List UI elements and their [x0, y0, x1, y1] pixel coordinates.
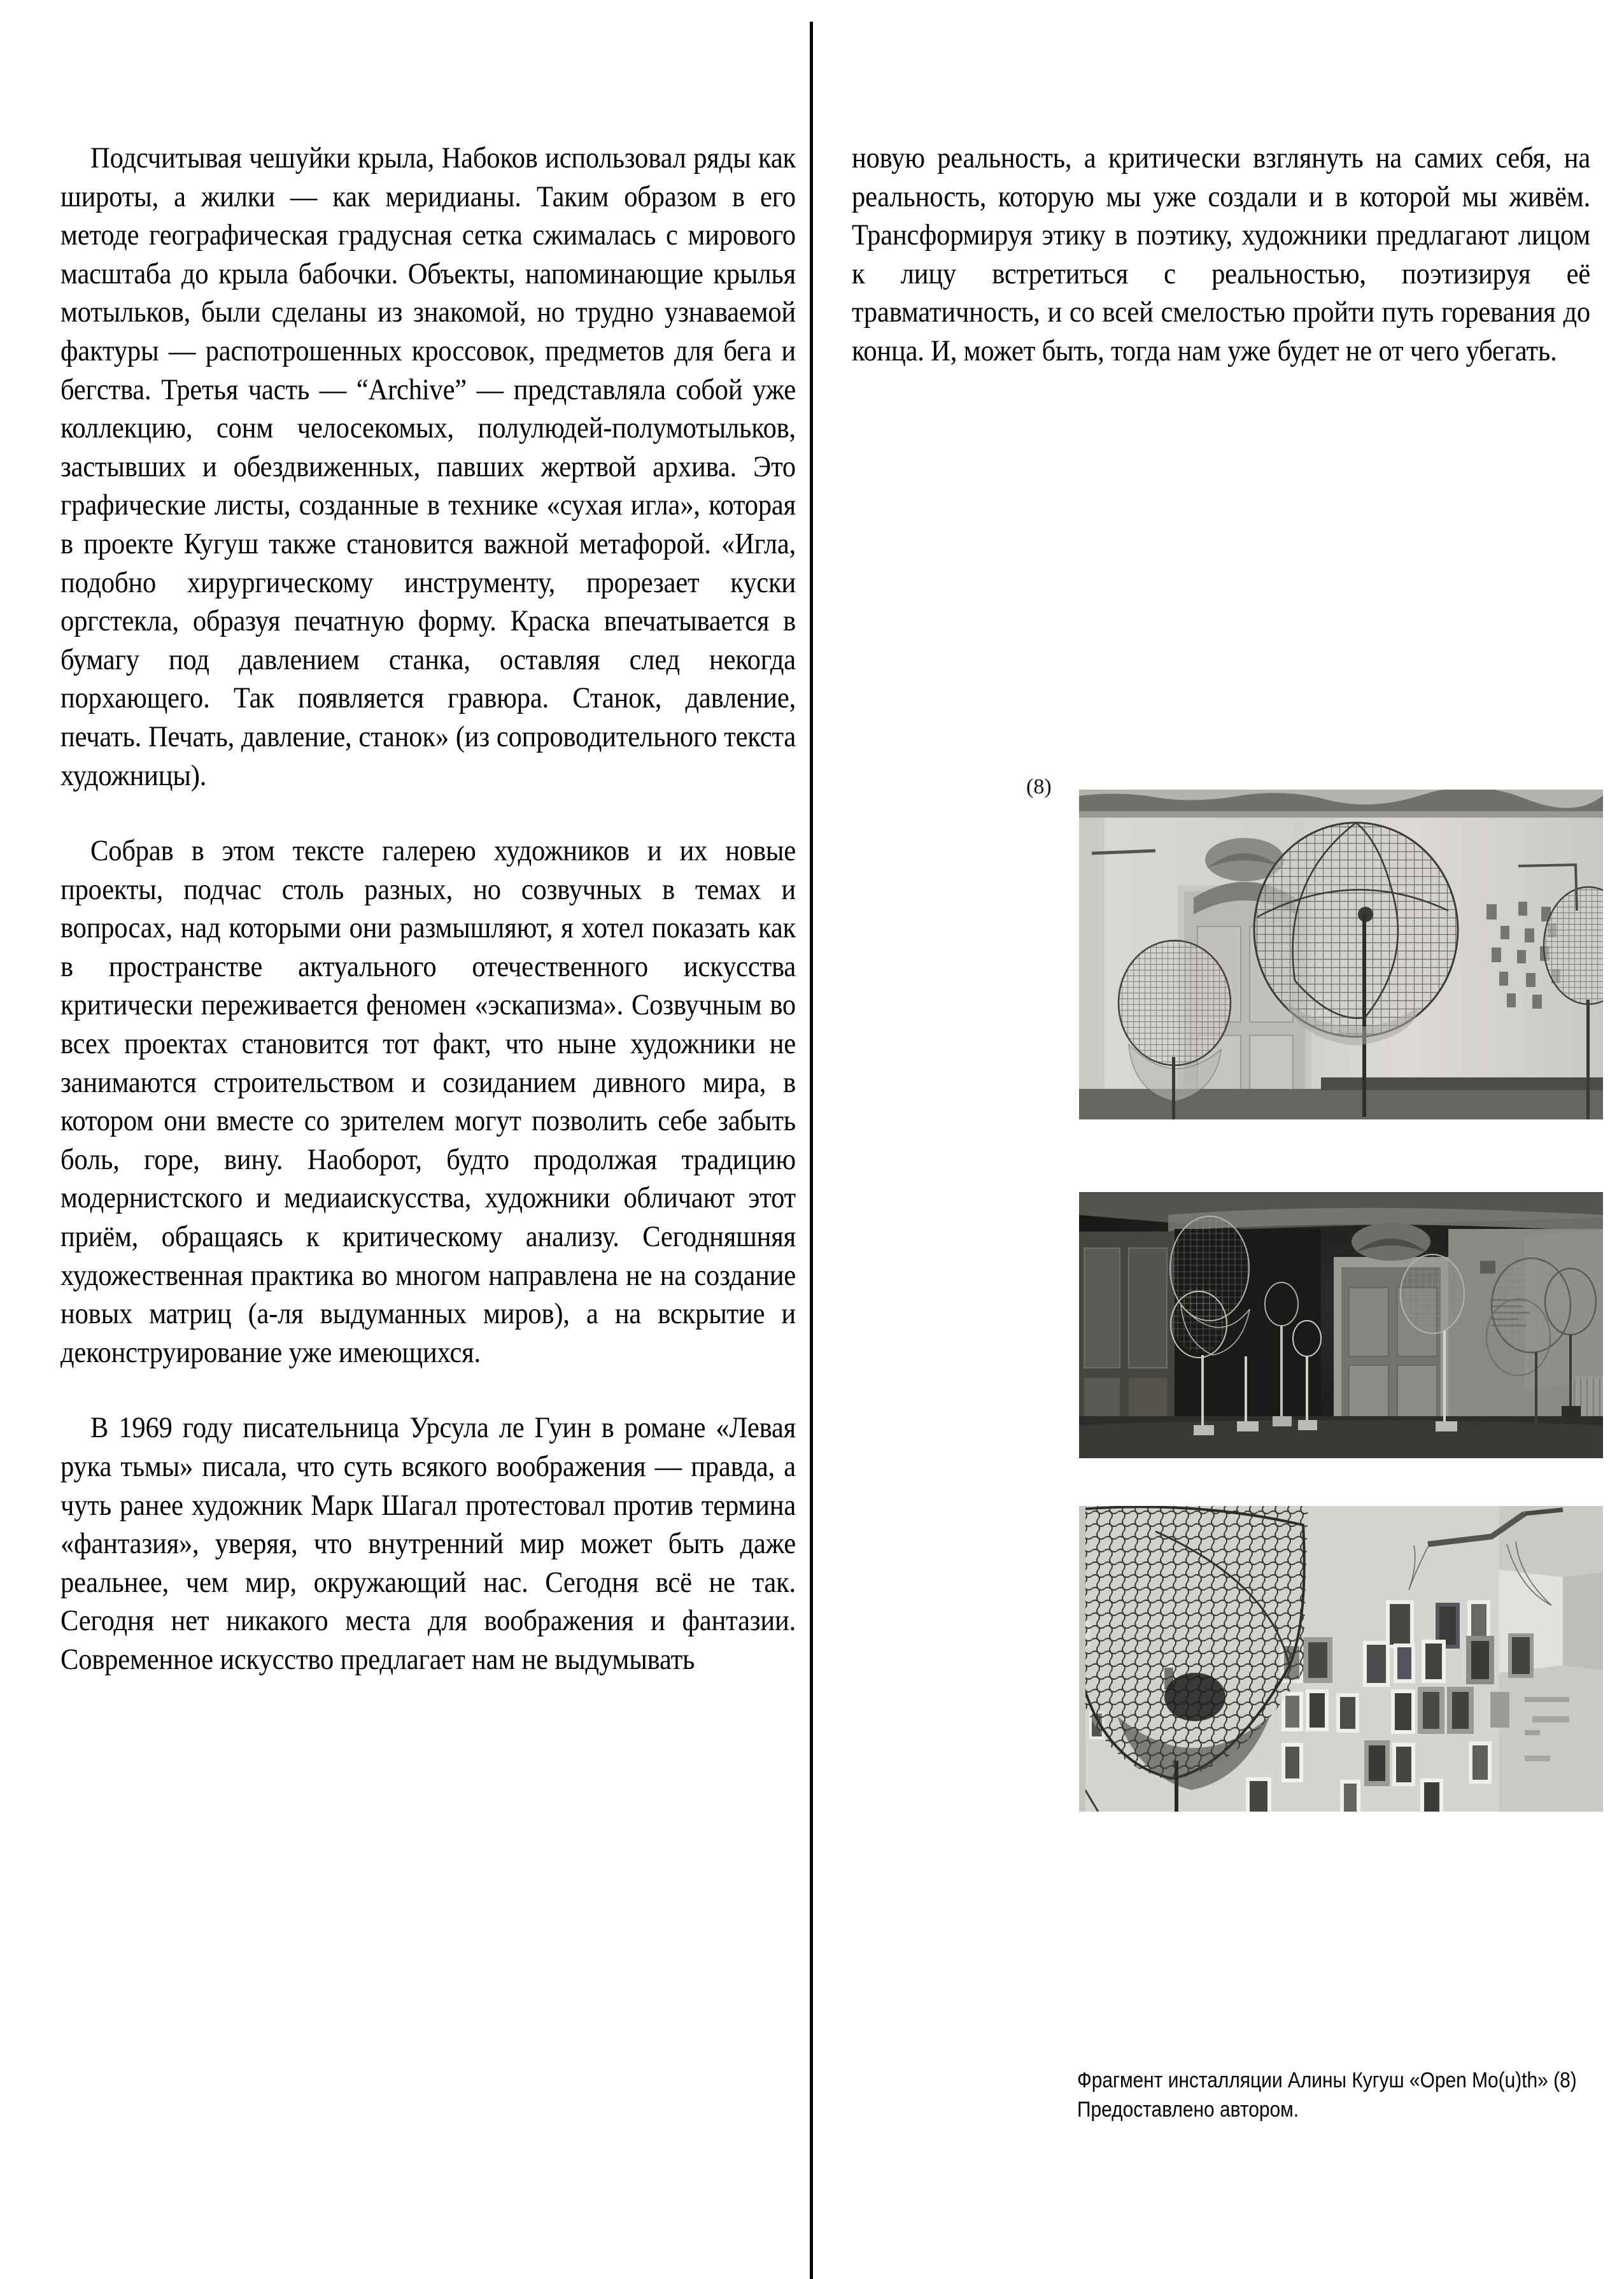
figure-gap [1079, 1119, 1603, 1192]
installation-photo-interior-with-nets [1079, 790, 1603, 1119]
installation-photo-dark-hall [1079, 1192, 1603, 1458]
left-text-column [60, 139, 796, 1679]
figure-caption: Фрагмент инсталляции Алины Кугуш «Open Mo(u)th» (8) Предоставлено автором. [1077, 2068, 1577, 2122]
right-text-column [852, 139, 1590, 371]
body-paragraph: новую реальность, а критически взглянуть на самих себя, на реальность, которую мы уже создали и в которой мы живём. Трансформируя этику в поэтику, художники предлагают лицом к лицу встретиться с реальностью, поэтизируя её травматичность, и со всей смелостью пройти путь горевания до конца. И, может быть, тогда нам уже будет не от чего убегать. [852, 141, 1591, 367]
figure-number-label: (8) [1026, 775, 1052, 799]
figure-gap [1079, 1458, 1603, 1506]
column-divider [810, 22, 813, 2279]
body-paragraph: Собрав в этом тексте галерею художников и их новые проекты, подчас столь разных, но созвучных в темах и вопросах, над которыми они размышляют, я хотел показать как в пространстве актуального отечественного искусства критически переживается феномен «эскапизма». Созвучным во всех проектах становится тот факт, что ныне художники не занимаются строительством и созиданием дивного мира, в котором они вместе со зрителем могут позволить себе забыть боль, горе, вину. Наоборот, будто продолжая традицию модернистского и медиаискусства, художники обличают этот приём, обращаясь к критическому анализу. Сегодняшняя художественная практика во многом направлена не на создание новых матриц (а-ля выдуманных миров), а на вскрытие и деконструирование уже имеющихся. [60, 834, 796, 1369]
installation-photo-net-and-prints [1079, 1506, 1603, 1812]
figure-image-stack [1079, 790, 1603, 1812]
body-paragraph: Подсчитывая чешуйки крыла, Набоков использовал ряды как широты, а жилки — как меридианы. Таким образом в его методе географическая градусная сетка сжималась с мирового масштаба до крыла бабочки. Объекты, напоминающие крылья мотыльков, были сделаны из знакомой, но трудно узнаваемой фактуры — распотрошенных кроссовок, предметов для бега и бегства. Третья часть — “Archive” — представляла собой уже коллекцию, сонм челосекомых, полулюдей-полумотыльков, застывших и обездвиженных, павших жертвой архива. Это графические листы, созданные в технике «сухая игла», которая в проекте Кугуш также становится важной метафорой. «Игла, подобно хирургическому инструменту, прорезает куски оргстекла, образуя печатную форму. Краска впечатывается в бумагу под давлением станка, оставляя след некогда порхающего. Так появляется гравюра. Станок, давление, печать. Печать, давление, станок» (из сопроводительного текста художницы). [60, 141, 796, 792]
body-paragraph: В 1969 году писательница Урсула ле Гуин в романе «Левая рука тьмы» писала, что суть всякого воображения — правда, а чуть ранее художник Марк Шагал протестовал против термина «фантазия», уверяя, что внутренний мир может быть даже реальнее, чем мир, окружающий нас. Сегодня всё не так. Сегодня нет никакого места для воображения и фантазии. Современное искусство предлагает нам не выдумывать [60, 1411, 796, 1676]
